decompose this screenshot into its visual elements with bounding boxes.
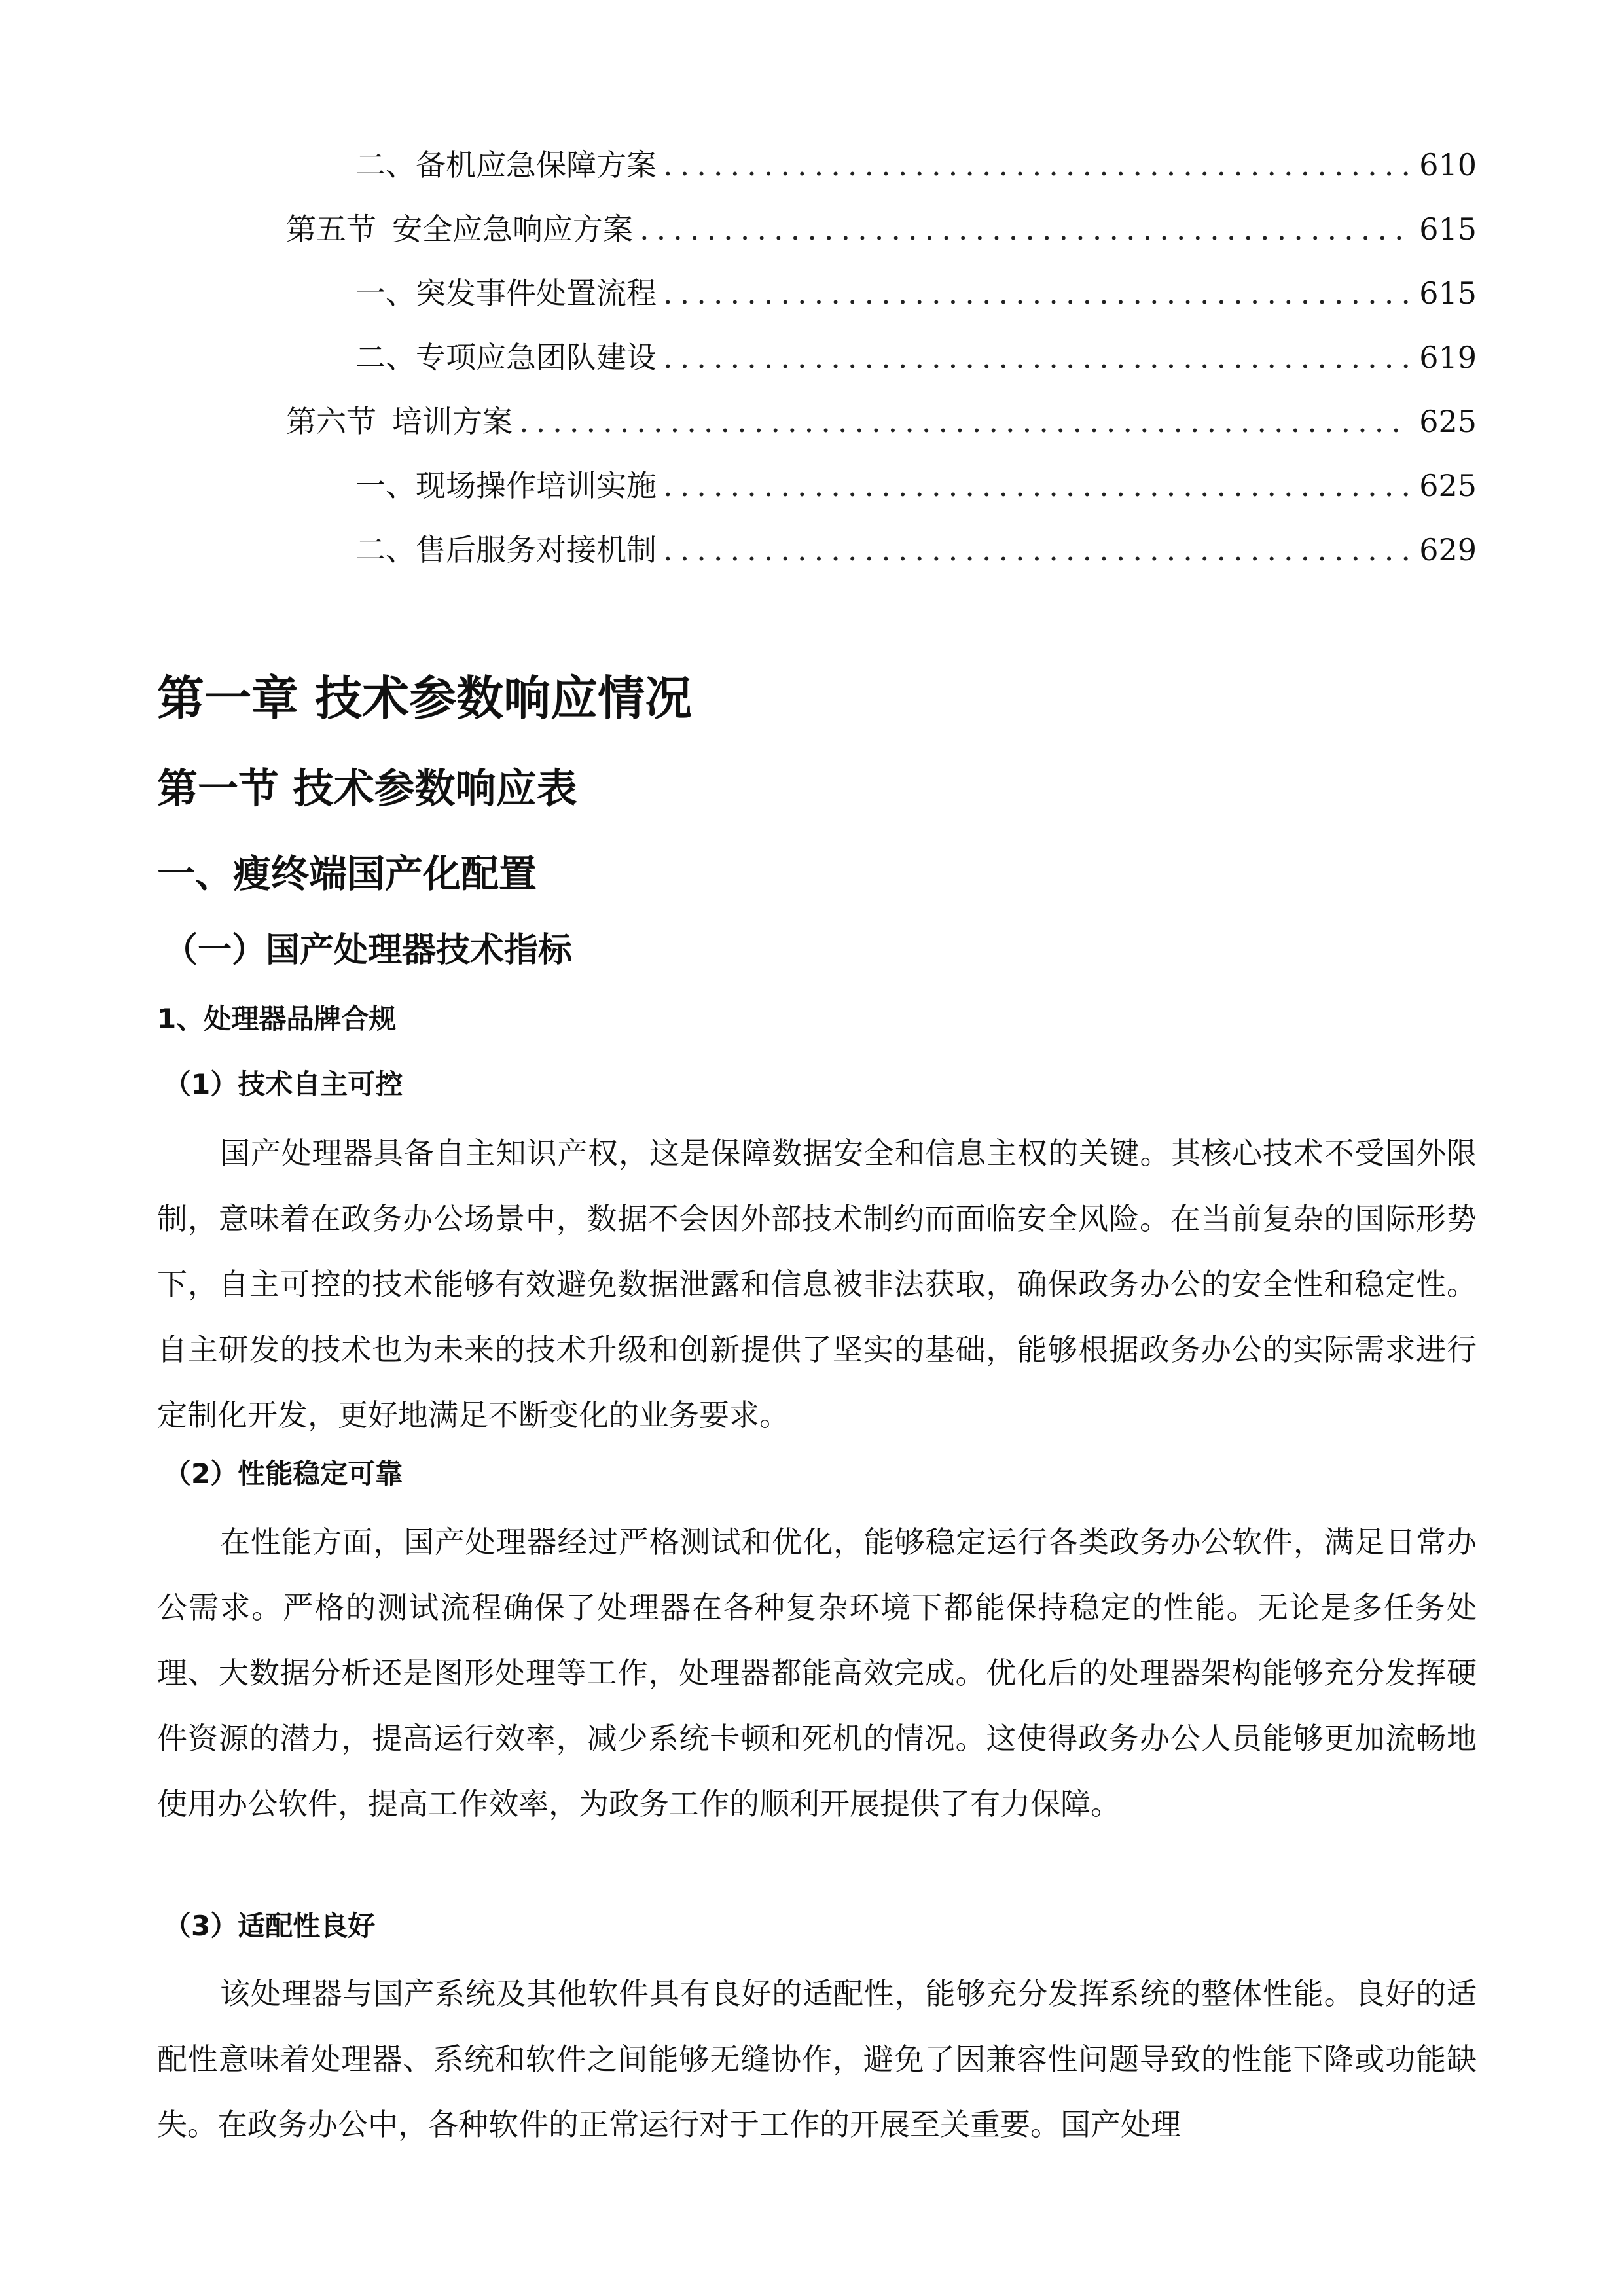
toc-entry-title: 安全应急响应方案 — [392, 211, 633, 247]
toc-entry-number: 二、 — [355, 147, 416, 183]
subsection-title: 一、瘦终端国产化配置 — [157, 852, 537, 896]
subsubsection-title: （一）国产处理器技术指标 — [164, 931, 573, 970]
point-title: （2）性能稳定可靠 — [164, 1458, 403, 1490]
toc-entry-page: 625 — [1419, 404, 1477, 439]
toc-entry[interactable] — [355, 274, 1477, 313]
toc-entry-title: 培训方案 — [392, 404, 513, 439]
toc-entry-page: 629 — [1419, 532, 1477, 567]
toc-entry[interactable] — [355, 466, 1477, 505]
toc-entry-title: 现场操作培训实施 — [416, 468, 657, 503]
item-title: 1、处理器品牌合规 — [157, 1003, 397, 1035]
toc-dot-leader — [663, 145, 1410, 185]
toc-entry-page: 615 — [1419, 211, 1477, 247]
body-paragraph: 该处理器与国产系统及其他软件具有良好的适配性，能够充分发挥系统的整体性能。良好的适配性意味着处理器、系统和软件之间能够无缝协作，避免了因兼容性问题导致的性能下降或功能缺失。在政务办公中，各种软件的正常运行对于工作的开展至关重要。国产处理 — [157, 1976, 1477, 2142]
toc-entry-number: 第五节 — [286, 211, 376, 247]
toc-entry[interactable] — [355, 145, 1477, 185]
toc-entry-title: 售后服务对接机制 — [416, 532, 657, 567]
toc-dot-leader — [640, 209, 1410, 249]
chapter-title: 第一章 技术参数响应情况 — [157, 671, 693, 726]
toc-entry-number: 二、 — [355, 532, 416, 567]
toc-entry-page: 615 — [1419, 276, 1477, 311]
point-title: （3）适配性良好 — [164, 1910, 376, 1942]
toc-dot-leader — [663, 466, 1410, 505]
toc-entry-number: 二、 — [355, 340, 416, 375]
toc-entry-page: 625 — [1419, 468, 1477, 503]
body-paragraph: 国产处理器具备自主知识产权，这是保障数据安全和信息主权的关键。其核心技术不受国外限制，意味着在政务办公场景中，数据不会因外部技术制约而面临安全风险。在当前复杂的国际形势下，自主可控的技术能够有效避免数据泄露和信息被非法获取，确保政务办公的安全性和稳定性。自主研发的技术也为未来的技术升级和创新提供了坚实的基础，能够根据政务办公的实际需求进行定制化开发，更好地满足不断变化的业务要求。 — [157, 1136, 1477, 1433]
toc-entry[interactable] — [355, 338, 1477, 377]
point-title: （1）技术自主可控 — [164, 1068, 403, 1100]
toc-entry-number: 一、 — [355, 468, 416, 503]
toc-entry-page: 619 — [1419, 340, 1477, 375]
toc-entry[interactable] — [355, 530, 1477, 569]
toc-entry-page: 610 — [1419, 147, 1477, 183]
section-title: 第一节 技术参数响应表 — [157, 764, 577, 812]
toc-dot-leader — [663, 338, 1410, 377]
toc-dot-leader — [663, 274, 1410, 313]
toc-entry[interactable] — [286, 209, 1477, 249]
toc-entry-title: 备机应急保障方案 — [416, 147, 657, 183]
toc-dot-leader — [519, 402, 1410, 441]
toc-dot-leader — [663, 530, 1410, 569]
toc-entry-number: 一、 — [355, 276, 416, 311]
toc-entry-title: 专项应急团队建设 — [416, 340, 657, 375]
toc-entry-title: 突发事件处置流程 — [416, 276, 657, 311]
body-paragraph: 在性能方面，国产处理器经过严格测试和优化，能够稳定运行各类政务办公软件，满足日常办公需求。严格的测试流程确保了处理器在各种复杂环境下都能保持稳定的性能。无论是多任务处理、大数据分析还是图形处理等工作，处理器都能高效完成。优化后的处理器架构能够充分发挥硬件资源的潜力，提高运行效率，减少系统卡顿和死机的情况。这使得政务办公人员能够更加流畅地使用办公软件，提高工作效率，为政务工作的顺利开展提供了有力保障。 — [157, 1524, 1477, 1821]
toc-entry-number: 第六节 — [286, 404, 376, 439]
toc-entry[interactable] — [286, 402, 1477, 441]
